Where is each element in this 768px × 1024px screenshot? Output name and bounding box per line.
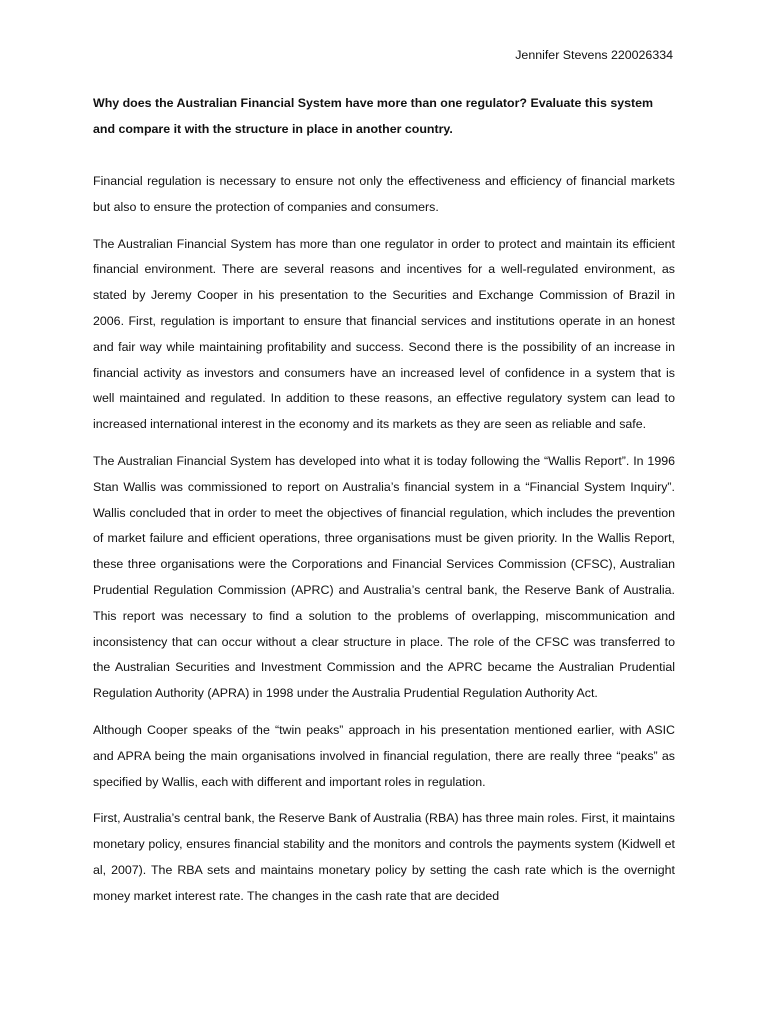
paragraph-twin-peaks: Although Cooper speaks of the “twin peaks” approach in his presentation mentioned earlier, with ASIC and APRA being the main organisations involved in financial regulation, there are really three “peaks” as specified by Wallis, each with different and important roles in regulation. bbox=[93, 722, 675, 789]
paragraph-regulators: The Australian Financial System has more than one regulator in order to protect and maintain its efficient financial environment. There are several reasons and incentives for a well-regulated environment, as stated by Jeremy Cooper in his presentation to the Securities and Exchange Commission of Brazil in 2006. First, regulation is important to ensure that financial services and institutions operate in an honest and fair way while maintaining profitability and success. Second there is the possibility of an increase in financial activity as investors and consumers have an increased level of confidence in a system that is well maintained and regulated. In addition to these reasons, an effective regulatory system can lead to increased international interest in the economy and its markets as they are seen as reliable and safe. bbox=[93, 236, 675, 432]
author-header: Jennifer Stevens 220026334 bbox=[515, 48, 673, 62]
document-body bbox=[93, 90, 675, 921]
paragraph-intro: Financial regulation is necessary to ensure not only the effectiveness and efficiency of financial markets but also to ensure the protection of companies and consumers. bbox=[93, 174, 675, 214]
essay-question: Why does the Australian Financial System have more than one regulator? Evaluate this system and compare it with the structure in place in another country. bbox=[93, 96, 654, 136]
paragraph-wallis-report: The Australian Financial System has developed into what it is today following the “Wallis Report”. In 1996 Stan Wallis was commissioned to report on Australia’s financial system in a “Financial System Inquiry”. Wallis concluded that in order to meet the objectives of financial regulation, which includes the prevention of market failure and efficient operations, three organisations must be given priority. In the Wallis Report, these three organisations were the Corporations and Financial Services Commission (CFSC), Australian Prudential Regulation Commission (APRC) and Australia’s central bank, the Reserve Bank of Australia. This report was necessary to find a solution to the problems of overlapping, miscommunication and inconsistency that can occur without a clear structure in place. The role of the CFSC was transferred to the Australian Securities and Investment Commission and the APRC became the Australian Prudential Regulation Authority (APRA) in 1998 under the Australia Prudential Regulation Authority Act. bbox=[93, 453, 675, 701]
paragraph-rba: First, Australia’s central bank, the Reserve Bank of Australia (RBA) has three main roles. First, it maintains monetary policy, ensures financial stability and the monitors and controls the payments system (Kidwell et al, 2007). The RBA sets and maintains monetary policy by setting the cash rate which is the overnight money market interest rate. The changes in the cash rate that are decided bbox=[93, 811, 675, 903]
